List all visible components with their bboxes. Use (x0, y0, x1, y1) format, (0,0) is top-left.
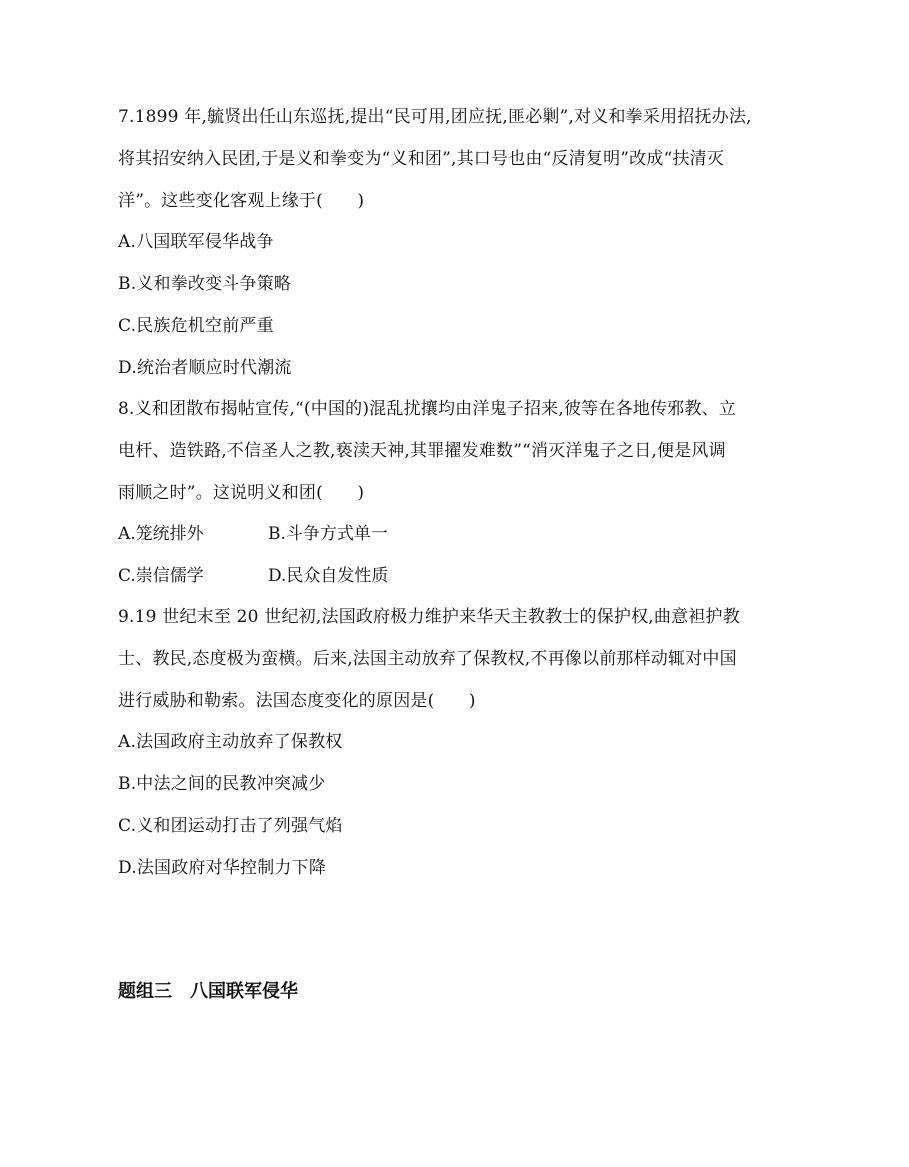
q9-stem-line-1: 9.19 世纪末至 20 世纪初,法国政府极力维护来华天主教教士的保护权,曲意袒护教 (118, 607, 740, 627)
q9-stem-line-2: 士、教民,态度极为蛮横。后来,法国主动放弃了保教权,不再像以前那样动辄对中国 (118, 649, 737, 669)
q8-options-row-2 (118, 564, 389, 588)
q8-stem-line-3: 雨顺之时”。这说明义和团( ) (118, 483, 365, 503)
q7-option-a: A.八国联军侵华战争 (118, 232, 274, 252)
q9-option-c: C.义和团运动打击了列强气焰 (118, 816, 343, 836)
q7-stem-line-3: 洋”。这些变化客观上缘于( ) (118, 191, 365, 211)
q7-option-d: D.统治者顺应时代潮流 (118, 358, 292, 378)
q9-option-d: D.法国政府对华控制力下降 (118, 858, 327, 878)
q9-stem-line-3: 进行威胁和勒索。法国态度变化的原因是( ) (118, 691, 476, 711)
q8-stem-line-1: 8.义和团散布揭帖宣传,“(中国的)混乱扰攘均由洋鬼子招来,彼等在各地传邪教、立 (118, 399, 736, 419)
q8-option-c: C.崇信儒学 (118, 566, 204, 586)
q8-option-b: B.斗争方式单一 (268, 524, 388, 544)
q8-options-row-1 (118, 522, 388, 546)
q9-option-b: B.中法之间的民教冲突减少 (118, 774, 326, 794)
q7-stem-line-2: 将其招安纳入民团,于是义和拳变为“义和团”,其口号也由“反清复明”改成“扶清灭 (118, 149, 725, 169)
q7-option-c: C.民族危机空前严重 (118, 316, 274, 336)
q8-option-d: D.民众自发性质 (268, 566, 389, 586)
q7-option-b: B.义和拳改变斗争策略 (118, 274, 292, 294)
section-heading: 题组三 八国联军侵华 (118, 981, 298, 1002)
q8-stem-line-2: 电杆、造铁路,不信圣人之教,亵渎天神,其罪擢发难数”“消灭洋鬼子之日,便是风调 (118, 441, 726, 461)
q8-option-a: A.笼统排外 (118, 524, 204, 544)
q9-option-a: A.法国政府主动放弃了保教权 (118, 732, 343, 752)
q7-stem-line-1: 7.1899 年,毓贤出任山东巡抚,提出“民可用,团应抚,匪必剿”,对义和拳采用招抚办法, (118, 107, 752, 127)
